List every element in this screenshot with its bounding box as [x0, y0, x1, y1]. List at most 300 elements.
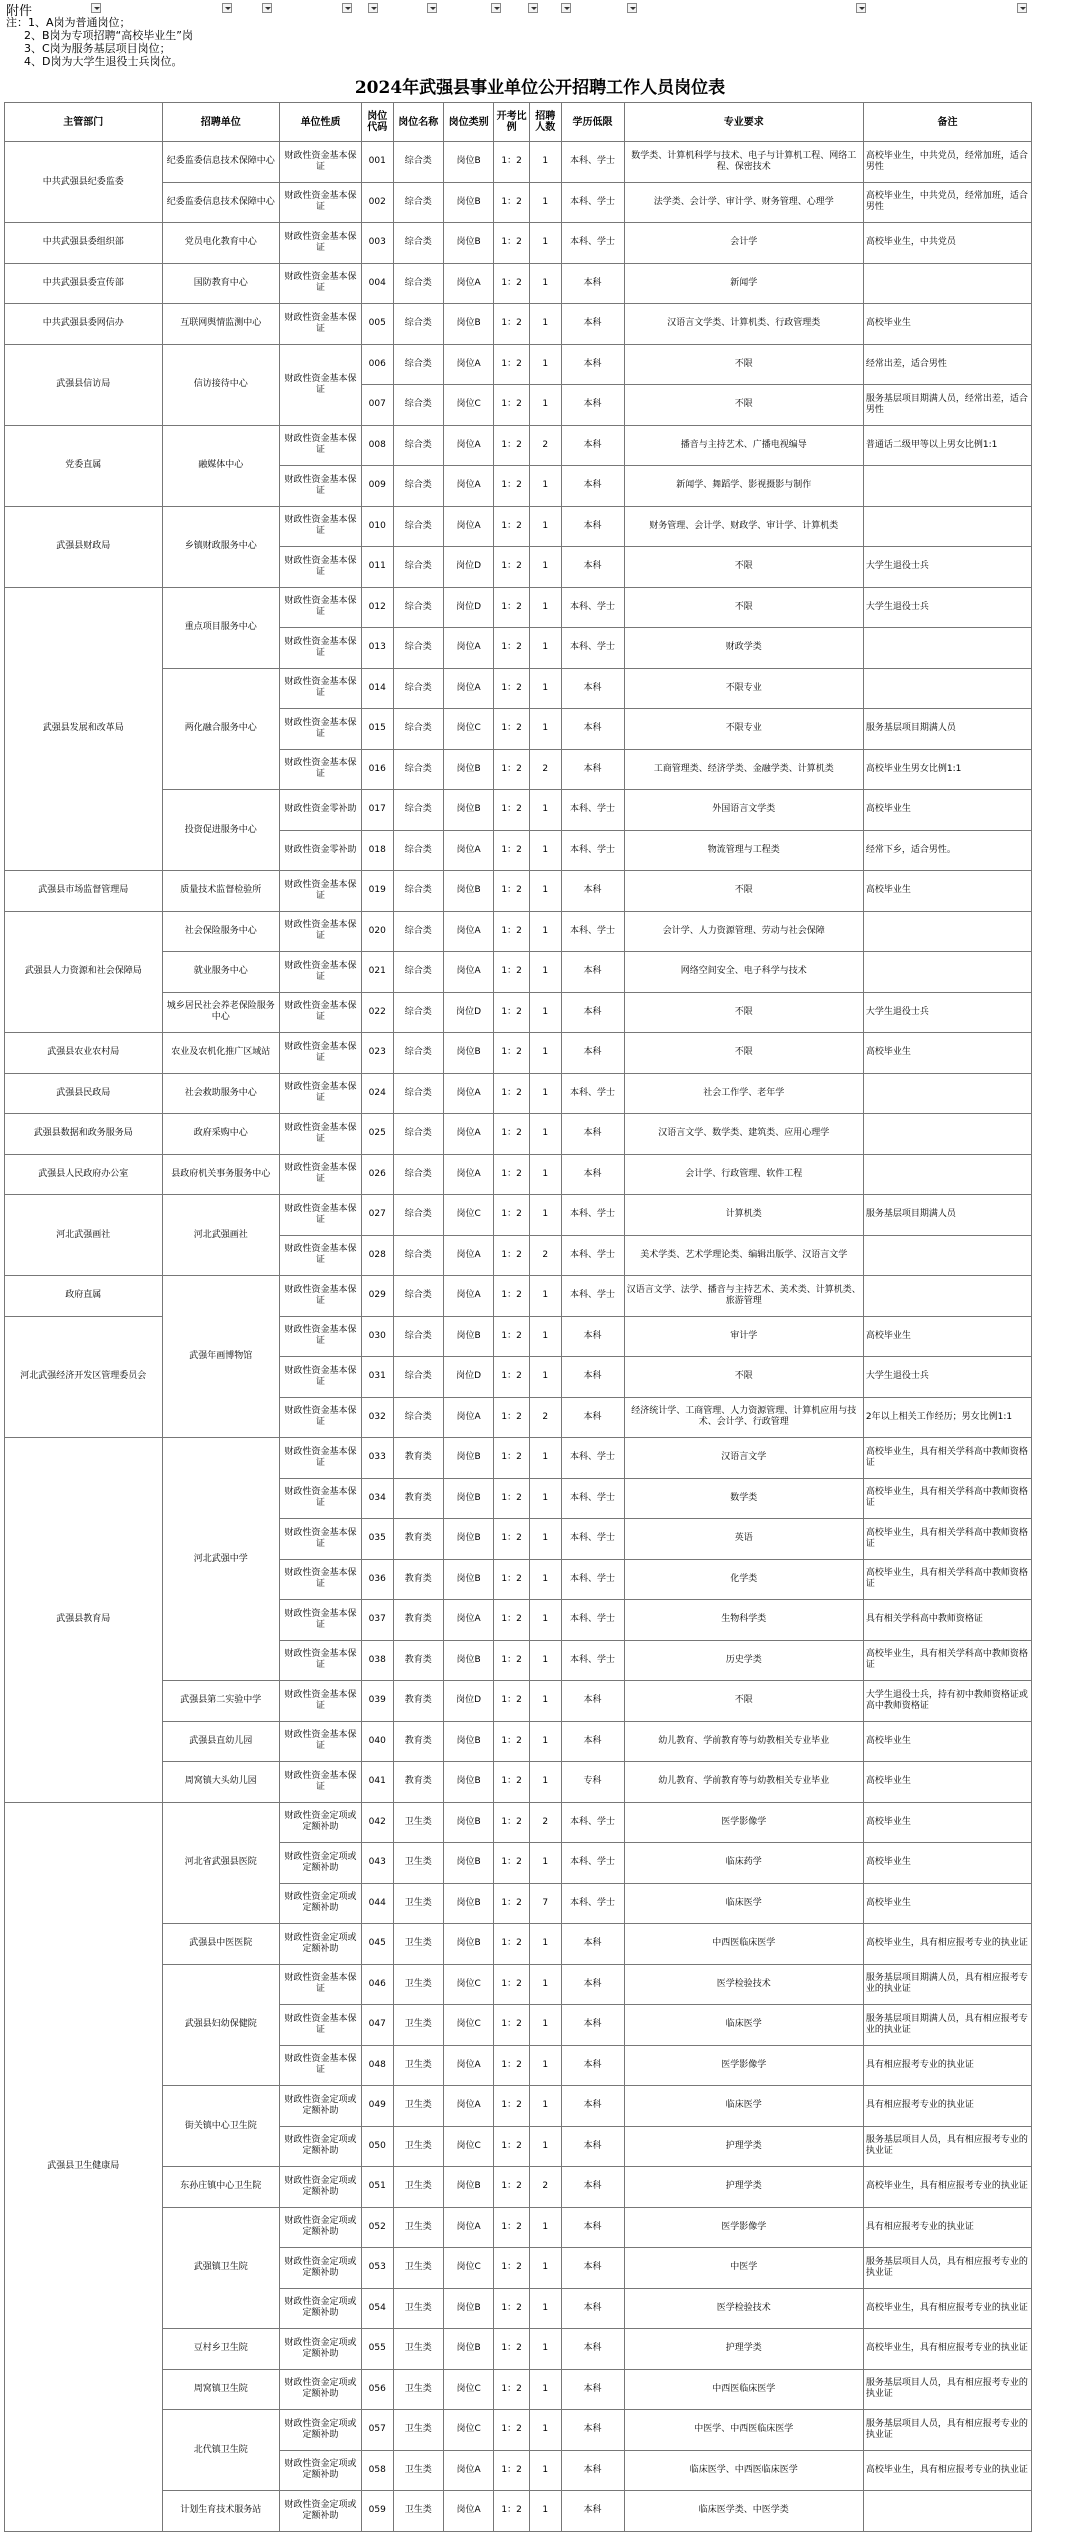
cell-ratio[interactable]: 1：2 — [494, 1640, 530, 1681]
cell-nature[interactable]: 财政性资金基本保证 — [280, 263, 362, 304]
cell-remark[interactable]: 服务基层项目人员，具有相应报考专业的执业证 — [863, 2369, 1031, 2410]
cell-education[interactable]: 本科、学士 — [561, 1519, 624, 1560]
col-header[interactable]: 岗位类别 — [443, 103, 493, 142]
cell-remark[interactable]: 大学生退役士兵 — [863, 547, 1031, 588]
cell-unit[interactable]: 乡镇财政服务中心 — [162, 506, 280, 587]
cell-nature[interactable]: 财政性资金基本保证 — [280, 1235, 362, 1276]
cell-nature[interactable]: 财政性资金定项或定额补助 — [280, 1802, 362, 1843]
cell-unit[interactable]: 城乡居民社会养老保险服务中心 — [162, 992, 280, 1033]
cell-count[interactable]: 1 — [530, 1478, 562, 1519]
cell-ratio[interactable]: 1：2 — [494, 1438, 530, 1479]
cell-count[interactable]: 1 — [530, 1681, 562, 1722]
cell-post-type[interactable]: 岗位B — [443, 1802, 493, 1843]
cell-post-type[interactable]: 岗位A — [443, 2450, 493, 2491]
cell-post-name[interactable]: 综合类 — [393, 506, 443, 547]
cell-nature[interactable]: 财政性资金基本保证 — [280, 1640, 362, 1681]
cell-unit[interactable]: 信访接待中心 — [162, 344, 280, 425]
cell-nature[interactable]: 财政性资金基本保证 — [280, 142, 362, 183]
cell-nature[interactable]: 财政性资金基本保证 — [280, 1195, 362, 1236]
cell-unit[interactable]: 纪委监委信息技术保障中心 — [162, 142, 280, 183]
cell-post-name[interactable]: 综合类 — [393, 668, 443, 709]
cell-department[interactable]: 武强县人民政府办公室 — [5, 1154, 163, 1195]
cell-remark[interactable]: 高校毕业生，具有相关学科高中教师资格证 — [863, 1438, 1031, 1479]
cell-remark[interactable]: 高校毕业生 — [863, 1843, 1031, 1884]
cell-education[interactable]: 本科 — [561, 1033, 624, 1074]
cell-code[interactable]: 045 — [362, 1924, 394, 1965]
cell-department[interactable]: 武强县人力资源和社会保障局 — [5, 911, 163, 1033]
cell-remark[interactable]: 高校毕业生 — [863, 1033, 1031, 1074]
cell-count[interactable]: 1 — [530, 587, 562, 628]
cell-count[interactable]: 1 — [530, 2005, 562, 2046]
cell-ratio[interactable]: 1：2 — [494, 709, 530, 750]
col-header[interactable]: 单位性质 — [280, 103, 362, 142]
cell-nature[interactable]: 财政性资金定项或定额补助 — [280, 2410, 362, 2451]
filter-dropdown-icon[interactable] — [856, 3, 866, 13]
cell-remark[interactable] — [863, 506, 1031, 547]
cell-post-type[interactable]: 岗位B — [443, 871, 493, 912]
cell-education[interactable]: 本科 — [561, 1721, 624, 1762]
cell-major[interactable]: 临床医学 — [624, 1883, 863, 1924]
cell-major[interactable]: 社会工作学、老年学 — [624, 1073, 863, 1114]
col-header[interactable]: 备注 — [863, 103, 1031, 142]
cell-remark[interactable]: 高校毕业生，具有相关学科高中教师资格证 — [863, 1559, 1031, 1600]
cell-major[interactable]: 医学影像学 — [624, 1802, 863, 1843]
cell-major[interactable]: 临床医学 — [624, 2086, 863, 2127]
cell-remark[interactable] — [863, 668, 1031, 709]
cell-major[interactable]: 生物科学类 — [624, 1600, 863, 1641]
cell-count[interactable]: 1 — [530, 506, 562, 547]
cell-major[interactable]: 不限 — [624, 1357, 863, 1398]
cell-major[interactable]: 数学类 — [624, 1478, 863, 1519]
cell-post-name[interactable]: 卫生类 — [393, 1802, 443, 1843]
cell-nature[interactable]: 财政性资金基本保证 — [280, 587, 362, 628]
cell-nature[interactable]: 财政性资金基本保证 — [280, 1276, 362, 1317]
cell-post-type[interactable]: 岗位A — [443, 668, 493, 709]
cell-education[interactable]: 本科 — [561, 2167, 624, 2208]
cell-remark[interactable]: 具有相应报考专业的执业证 — [863, 2086, 1031, 2127]
cell-education[interactable]: 本科 — [561, 709, 624, 750]
cell-ratio[interactable]: 1：2 — [494, 1519, 530, 1560]
cell-education[interactable]: 本科 — [561, 506, 624, 547]
cell-code[interactable]: 027 — [362, 1195, 394, 1236]
cell-post-type[interactable]: 岗位A — [443, 1600, 493, 1641]
cell-ratio[interactable]: 1：2 — [494, 790, 530, 831]
cell-code[interactable]: 043 — [362, 1843, 394, 1884]
cell-education[interactable]: 专科 — [561, 1762, 624, 1803]
cell-education[interactable]: 本科 — [561, 385, 624, 426]
cell-post-type[interactable]: 岗位A — [443, 1114, 493, 1155]
cell-post-name[interactable]: 综合类 — [393, 992, 443, 1033]
cell-education[interactable]: 本科、学士 — [561, 1600, 624, 1641]
cell-nature[interactable]: 财政性资金基本保证 — [280, 1033, 362, 1074]
cell-unit[interactable]: 街关镇中心卫生院 — [162, 2086, 280, 2167]
cell-ratio[interactable]: 1：2 — [494, 1802, 530, 1843]
cell-remark[interactable]: 大学生退役士兵 — [863, 587, 1031, 628]
cell-code[interactable]: 044 — [362, 1883, 394, 1924]
cell-post-name[interactable]: 卫生类 — [393, 2329, 443, 2370]
cell-major[interactable]: 医学影像学 — [624, 2045, 863, 2086]
cell-post-name[interactable]: 综合类 — [393, 1073, 443, 1114]
cell-major[interactable]: 工商管理类、经济学类、金融学类、计算机类 — [624, 749, 863, 790]
cell-education[interactable]: 本科 — [561, 2329, 624, 2370]
cell-nature[interactable]: 财政性资金定项或定额补助 — [280, 2167, 362, 2208]
cell-code[interactable]: 022 — [362, 992, 394, 1033]
cell-education[interactable]: 本科 — [561, 2005, 624, 2046]
cell-major[interactable]: 不限 — [624, 1681, 863, 1722]
cell-post-type[interactable]: 岗位B — [443, 749, 493, 790]
cell-major[interactable]: 英语 — [624, 1519, 863, 1560]
cell-remark[interactable] — [863, 628, 1031, 669]
cell-remark[interactable] — [863, 952, 1031, 993]
cell-nature[interactable]: 财政性资金基本保证 — [280, 182, 362, 223]
cell-count[interactable]: 1 — [530, 385, 562, 426]
cell-code[interactable]: 015 — [362, 709, 394, 750]
cell-post-type[interactable]: 岗位A — [443, 2491, 493, 2532]
cell-count[interactable]: 1 — [530, 1762, 562, 1803]
cell-post-name[interactable]: 教育类 — [393, 1438, 443, 1479]
cell-ratio[interactable]: 1：2 — [494, 2045, 530, 2086]
cell-unit[interactable]: 质量技术监督检验所 — [162, 871, 280, 912]
cell-nature[interactable]: 财政性资金基本保证 — [280, 223, 362, 264]
cell-code[interactable]: 009 — [362, 466, 394, 507]
cell-count[interactable]: 1 — [530, 2329, 562, 2370]
cell-count[interactable]: 1 — [530, 1519, 562, 1560]
cell-code[interactable]: 025 — [362, 1114, 394, 1155]
cell-post-name[interactable]: 综合类 — [393, 952, 443, 993]
cell-remark[interactable] — [863, 2491, 1031, 2532]
cell-education[interactable]: 本科 — [561, 749, 624, 790]
cell-remark[interactable]: 高校毕业生 — [863, 1721, 1031, 1762]
cell-major[interactable]: 护理学类 — [624, 2167, 863, 2208]
cell-count[interactable]: 1 — [530, 709, 562, 750]
cell-education[interactable]: 本科 — [561, 2450, 624, 2491]
cell-nature[interactable]: 财政性资金定项或定额补助 — [280, 2369, 362, 2410]
cell-unit[interactable]: 纪委监委信息技术保障中心 — [162, 182, 280, 223]
cell-major[interactable]: 中西医临床医学 — [624, 1924, 863, 1965]
cell-nature[interactable]: 财政性资金定项或定额补助 — [280, 1924, 362, 1965]
cell-code[interactable]: 030 — [362, 1316, 394, 1357]
cell-count[interactable]: 2 — [530, 1397, 562, 1438]
cell-education[interactable]: 本科 — [561, 344, 624, 385]
cell-unit[interactable]: 计划生育技术服务站 — [162, 2491, 280, 2532]
cell-remark[interactable] — [863, 1073, 1031, 1114]
cell-post-name[interactable]: 综合类 — [393, 1316, 443, 1357]
cell-department[interactable]: 武强县农业农村局 — [5, 1033, 163, 1074]
cell-nature[interactable]: 财政性资金基本保证 — [280, 871, 362, 912]
cell-remark[interactable]: 服务基层项目期满人员 — [863, 1195, 1031, 1236]
cell-post-name[interactable]: 卫生类 — [393, 2450, 443, 2491]
cell-major[interactable]: 财务管理、会计学、财政学、审计学、计算机类 — [624, 506, 863, 547]
cell-ratio[interactable]: 1：2 — [494, 2248, 530, 2289]
cell-unit[interactable]: 武强镇卫生院 — [162, 2207, 280, 2329]
cell-code[interactable]: 007 — [362, 385, 394, 426]
col-header[interactable]: 专业要求 — [624, 103, 863, 142]
cell-nature[interactable]: 财政性资金基本保证 — [280, 1559, 362, 1600]
cell-education[interactable]: 本科、学士 — [561, 182, 624, 223]
cell-count[interactable]: 1 — [530, 628, 562, 669]
cell-code[interactable]: 055 — [362, 2329, 394, 2370]
cell-major[interactable]: 中医学、中西医临床医学 — [624, 2410, 863, 2451]
cell-major[interactable]: 美术学类、艺术学理论类、编辑出版学、汉语言文学 — [624, 1235, 863, 1276]
cell-post-name[interactable]: 卫生类 — [393, 2288, 443, 2329]
cell-major[interactable]: 医学检验技术 — [624, 2288, 863, 2329]
cell-code[interactable]: 024 — [362, 1073, 394, 1114]
col-header[interactable]: 开考比例 — [494, 103, 530, 142]
cell-major[interactable]: 护理学类 — [624, 2126, 863, 2167]
cell-remark[interactable]: 2年以上相关工作经历；男女比例1:1 — [863, 1397, 1031, 1438]
cell-department[interactable]: 政府直属 — [5, 1276, 163, 1317]
cell-major[interactable]: 临床医学、中西医临床医学 — [624, 2450, 863, 2491]
cell-post-type[interactable]: 岗位A — [443, 911, 493, 952]
cell-nature[interactable]: 财政性资金定项或定额补助 — [280, 2450, 362, 2491]
cell-post-name[interactable]: 教育类 — [393, 1681, 443, 1722]
cell-post-type[interactable]: 岗位A — [443, 263, 493, 304]
filter-dropdown-icon[interactable] — [427, 3, 437, 13]
cell-education[interactable]: 本科、学士 — [561, 911, 624, 952]
cell-code[interactable]: 041 — [362, 1762, 394, 1803]
cell-post-type[interactable]: 岗位C — [443, 385, 493, 426]
cell-ratio[interactable]: 1：2 — [494, 1276, 530, 1317]
cell-nature[interactable]: 财政性资金定项或定额补助 — [280, 2288, 362, 2329]
cell-post-name[interactable]: 综合类 — [393, 1154, 443, 1195]
cell-education[interactable]: 本科 — [561, 1114, 624, 1155]
cell-education[interactable]: 本科 — [561, 2207, 624, 2248]
cell-nature[interactable]: 财政性资金定项或定额补助 — [280, 1883, 362, 1924]
cell-post-name[interactable]: 综合类 — [393, 142, 443, 183]
cell-post-type[interactable]: 岗位B — [443, 1843, 493, 1884]
cell-department[interactable]: 中共武强县委组织部 — [5, 223, 163, 264]
cell-remark[interactable] — [863, 911, 1031, 952]
col-header[interactable]: 岗位名称 — [393, 103, 443, 142]
cell-unit[interactable]: 河北武强中学 — [162, 1438, 280, 1681]
cell-post-name[interactable]: 综合类 — [393, 749, 443, 790]
cell-nature[interactable]: 财政性资金基本保证 — [280, 911, 362, 952]
cell-count[interactable]: 1 — [530, 2410, 562, 2451]
col-header[interactable]: 招聘单位 — [162, 103, 280, 142]
cell-ratio[interactable]: 1：2 — [494, 223, 530, 264]
cell-ratio[interactable]: 1：2 — [494, 385, 530, 426]
cell-post-type[interactable]: 岗位C — [443, 1964, 493, 2005]
cell-remark[interactable]: 高校毕业生，具有相应报考专业的执业证 — [863, 2329, 1031, 2370]
cell-count[interactable]: 1 — [530, 1154, 562, 1195]
cell-post-name[interactable]: 卫生类 — [393, 2248, 443, 2289]
cell-code[interactable]: 020 — [362, 911, 394, 952]
cell-post-type[interactable]: 岗位B — [443, 1883, 493, 1924]
cell-nature[interactable]: 财政性资金基本保证 — [280, 749, 362, 790]
cell-ratio[interactable]: 1：2 — [494, 2491, 530, 2532]
cell-nature[interactable]: 财政性资金基本保证 — [280, 1721, 362, 1762]
cell-unit[interactable]: 豆村乡卫生院 — [162, 2329, 280, 2370]
cell-ratio[interactable]: 1：2 — [494, 1559, 530, 1600]
cell-code[interactable]: 046 — [362, 1964, 394, 2005]
cell-major[interactable]: 不限 — [624, 385, 863, 426]
cell-post-name[interactable]: 教育类 — [393, 1640, 443, 1681]
cell-count[interactable]: 1 — [530, 1438, 562, 1479]
filter-dropdown-icon[interactable] — [1017, 3, 1027, 13]
cell-post-type[interactable]: 岗位C — [443, 2410, 493, 2451]
cell-major[interactable]: 财政学类 — [624, 628, 863, 669]
cell-code[interactable]: 058 — [362, 2450, 394, 2491]
cell-unit[interactable]: 融媒体中心 — [162, 425, 280, 506]
cell-department[interactable]: 武强县民政局 — [5, 1073, 163, 1114]
cell-remark[interactable]: 经常下乡，适合男性。 — [863, 830, 1031, 871]
cell-code[interactable]: 057 — [362, 2410, 394, 2451]
cell-post-type[interactable]: 岗位A — [443, 2045, 493, 2086]
cell-education[interactable]: 本科、学士 — [561, 628, 624, 669]
cell-major[interactable]: 汉语言文学、法学、播音与主持艺术、美术类、计算机类、旅游管理 — [624, 1276, 863, 1317]
cell-count[interactable]: 1 — [530, 1600, 562, 1641]
cell-nature[interactable]: 财政性资金基本保证 — [280, 1154, 362, 1195]
cell-remark[interactable]: 高校毕业生 — [863, 304, 1031, 345]
cell-major[interactable]: 播音与主持艺术、广播电视编导 — [624, 425, 863, 466]
cell-nature[interactable]: 财政性资金基本保证 — [280, 344, 362, 425]
cell-post-type[interactable]: 岗位D — [443, 587, 493, 628]
cell-ratio[interactable]: 1：2 — [494, 2167, 530, 2208]
cell-major[interactable]: 不限专业 — [624, 709, 863, 750]
cell-education[interactable]: 本科 — [561, 263, 624, 304]
cell-post-name[interactable]: 卫生类 — [393, 2045, 443, 2086]
cell-remark[interactable]: 高校毕业生，具有相关学科高中教师资格证 — [863, 1519, 1031, 1560]
cell-department[interactable]: 武强县信访局 — [5, 344, 163, 425]
cell-ratio[interactable]: 1：2 — [494, 2450, 530, 2491]
cell-nature[interactable]: 财政性资金基本保证 — [280, 1600, 362, 1641]
cell-post-type[interactable]: 岗位C — [443, 2005, 493, 2046]
cell-count[interactable]: 1 — [530, 1276, 562, 1317]
cell-code[interactable]: 031 — [362, 1357, 394, 1398]
cell-post-name[interactable]: 综合类 — [393, 1357, 443, 1398]
cell-count[interactable]: 1 — [530, 1073, 562, 1114]
cell-post-type[interactable]: 岗位A — [443, 2086, 493, 2127]
cell-unit[interactable]: 周窝镇卫生院 — [162, 2369, 280, 2410]
cell-education[interactable]: 本科、学士 — [561, 1802, 624, 1843]
cell-code[interactable]: 001 — [362, 142, 394, 183]
cell-remark[interactable]: 高校毕业生，中共党员，经常加班，适合男性 — [863, 182, 1031, 223]
cell-count[interactable]: 1 — [530, 223, 562, 264]
cell-major[interactable]: 新闻学 — [624, 263, 863, 304]
cell-remark[interactable]: 高校毕业生 — [863, 790, 1031, 831]
cell-department[interactable]: 党委直属 — [5, 425, 163, 506]
cell-count[interactable]: 1 — [530, 142, 562, 183]
cell-major[interactable]: 会计学、人力资源管理、劳动与社会保障 — [624, 911, 863, 952]
cell-ratio[interactable]: 1：2 — [494, 992, 530, 1033]
cell-major[interactable]: 不限专业 — [624, 668, 863, 709]
cell-ratio[interactable]: 1：2 — [494, 628, 530, 669]
cell-post-type[interactable]: 岗位B — [443, 304, 493, 345]
cell-education[interactable]: 本科 — [561, 2491, 624, 2532]
cell-remark[interactable]: 具有相关学科高中教师资格证 — [863, 1600, 1031, 1641]
cell-unit[interactable]: 武强县妇幼保健院 — [162, 1964, 280, 2086]
cell-count[interactable]: 2 — [530, 749, 562, 790]
cell-remark[interactable]: 高校毕业生，具有相关学科高中教师资格证 — [863, 1640, 1031, 1681]
cell-code[interactable]: 028 — [362, 1235, 394, 1276]
cell-post-name[interactable]: 卫生类 — [393, 2207, 443, 2248]
cell-post-name[interactable]: 卫生类 — [393, 2086, 443, 2127]
cell-code[interactable]: 042 — [362, 1802, 394, 1843]
cell-education[interactable]: 本科、学士 — [561, 830, 624, 871]
cell-nature[interactable]: 财政性资金基本保证 — [280, 1397, 362, 1438]
cell-remark[interactable] — [863, 1276, 1031, 1317]
cell-ratio[interactable]: 1：2 — [494, 466, 530, 507]
cell-major[interactable]: 外国语言文学类 — [624, 790, 863, 831]
cell-nature[interactable]: 财政性资金基本保证 — [280, 1478, 362, 1519]
cell-major[interactable]: 幼儿教育、学前教育等与幼教相关专业毕业 — [624, 1762, 863, 1803]
cell-post-type[interactable]: 岗位B — [443, 2288, 493, 2329]
cell-ratio[interactable]: 1：2 — [494, 1357, 530, 1398]
cell-count[interactable]: 1 — [530, 2450, 562, 2491]
cell-major[interactable]: 中西医临床医学 — [624, 2369, 863, 2410]
cell-ratio[interactable]: 1：2 — [494, 344, 530, 385]
cell-nature[interactable]: 财政性资金基本保证 — [280, 1438, 362, 1479]
cell-education[interactable]: 本科、学士 — [561, 1640, 624, 1681]
cell-unit[interactable]: 武强年画博物馆 — [162, 1276, 280, 1438]
cell-post-type[interactable]: 岗位B — [443, 1559, 493, 1600]
cell-education[interactable]: 本科、学士 — [561, 1276, 624, 1317]
cell-ratio[interactable]: 1：2 — [494, 1114, 530, 1155]
filter-dropdown-icon[interactable] — [561, 3, 571, 13]
cell-code[interactable]: 038 — [362, 1640, 394, 1681]
cell-post-type[interactable]: 岗位A — [443, 628, 493, 669]
cell-count[interactable]: 1 — [530, 2248, 562, 2289]
cell-count[interactable]: 1 — [530, 1316, 562, 1357]
cell-major[interactable]: 中医学 — [624, 2248, 863, 2289]
cell-major[interactable]: 不限 — [624, 992, 863, 1033]
cell-post-name[interactable]: 综合类 — [393, 911, 443, 952]
cell-major[interactable]: 医学检验技术 — [624, 1964, 863, 2005]
cell-education[interactable]: 本科 — [561, 1316, 624, 1357]
cell-post-type[interactable]: 岗位A — [443, 425, 493, 466]
cell-nature[interactable]: 财政性资金基本保证 — [280, 992, 362, 1033]
cell-nature[interactable]: 财政性资金基本保证 — [280, 466, 362, 507]
cell-nature[interactable]: 财政性资金定项或定额补助 — [280, 2207, 362, 2248]
cell-nature[interactable]: 财政性资金基本保证 — [280, 709, 362, 750]
cell-ratio[interactable]: 1：2 — [494, 1843, 530, 1884]
cell-post-name[interactable]: 卫生类 — [393, 2005, 443, 2046]
cell-major[interactable]: 化学类 — [624, 1559, 863, 1600]
cell-count[interactable]: 1 — [530, 992, 562, 1033]
cell-education[interactable]: 本科 — [561, 425, 624, 466]
cell-unit[interactable]: 党员电化教育中心 — [162, 223, 280, 264]
cell-post-type[interactable]: 岗位A — [443, 1276, 493, 1317]
cell-count[interactable]: 1 — [530, 2207, 562, 2248]
cell-department[interactable]: 武强县教育局 — [5, 1438, 163, 1803]
cell-remark[interactable]: 大学生退役士兵 — [863, 992, 1031, 1033]
cell-code[interactable]: 052 — [362, 2207, 394, 2248]
cell-department[interactable]: 河北武强画社 — [5, 1195, 163, 1276]
cell-education[interactable]: 本科 — [561, 2369, 624, 2410]
cell-remark[interactable]: 高校毕业生，中共党员，经常加班，适合男性 — [863, 142, 1031, 183]
cell-major[interactable]: 不限 — [624, 871, 863, 912]
cell-code[interactable]: 053 — [362, 2248, 394, 2289]
cell-nature[interactable]: 财政性资金基本保证 — [280, 1357, 362, 1398]
cell-ratio[interactable]: 1：2 — [494, 2207, 530, 2248]
cell-ratio[interactable]: 1：2 — [494, 1316, 530, 1357]
cell-code[interactable]: 056 — [362, 2369, 394, 2410]
cell-count[interactable]: 1 — [530, 952, 562, 993]
cell-code[interactable]: 032 — [362, 1397, 394, 1438]
cell-remark[interactable]: 高校毕业生，具有相应报考专业的执业证 — [863, 1924, 1031, 1965]
cell-department[interactable]: 武强县财政局 — [5, 506, 163, 587]
cell-major[interactable]: 法学类、会计学、审计学、财务管理、心理学 — [624, 182, 863, 223]
cell-code[interactable]: 048 — [362, 2045, 394, 2086]
cell-major[interactable]: 医学影像学 — [624, 2207, 863, 2248]
cell-ratio[interactable]: 1：2 — [494, 1762, 530, 1803]
cell-nature[interactable]: 财政性资金定项或定额补助 — [280, 2086, 362, 2127]
cell-ratio[interactable]: 1：2 — [494, 1073, 530, 1114]
cell-post-name[interactable]: 综合类 — [393, 344, 443, 385]
cell-nature[interactable]: 财政性资金定项或定额补助 — [280, 2329, 362, 2370]
cell-ratio[interactable]: 1：2 — [494, 182, 530, 223]
cell-education[interactable]: 本科 — [561, 304, 624, 345]
